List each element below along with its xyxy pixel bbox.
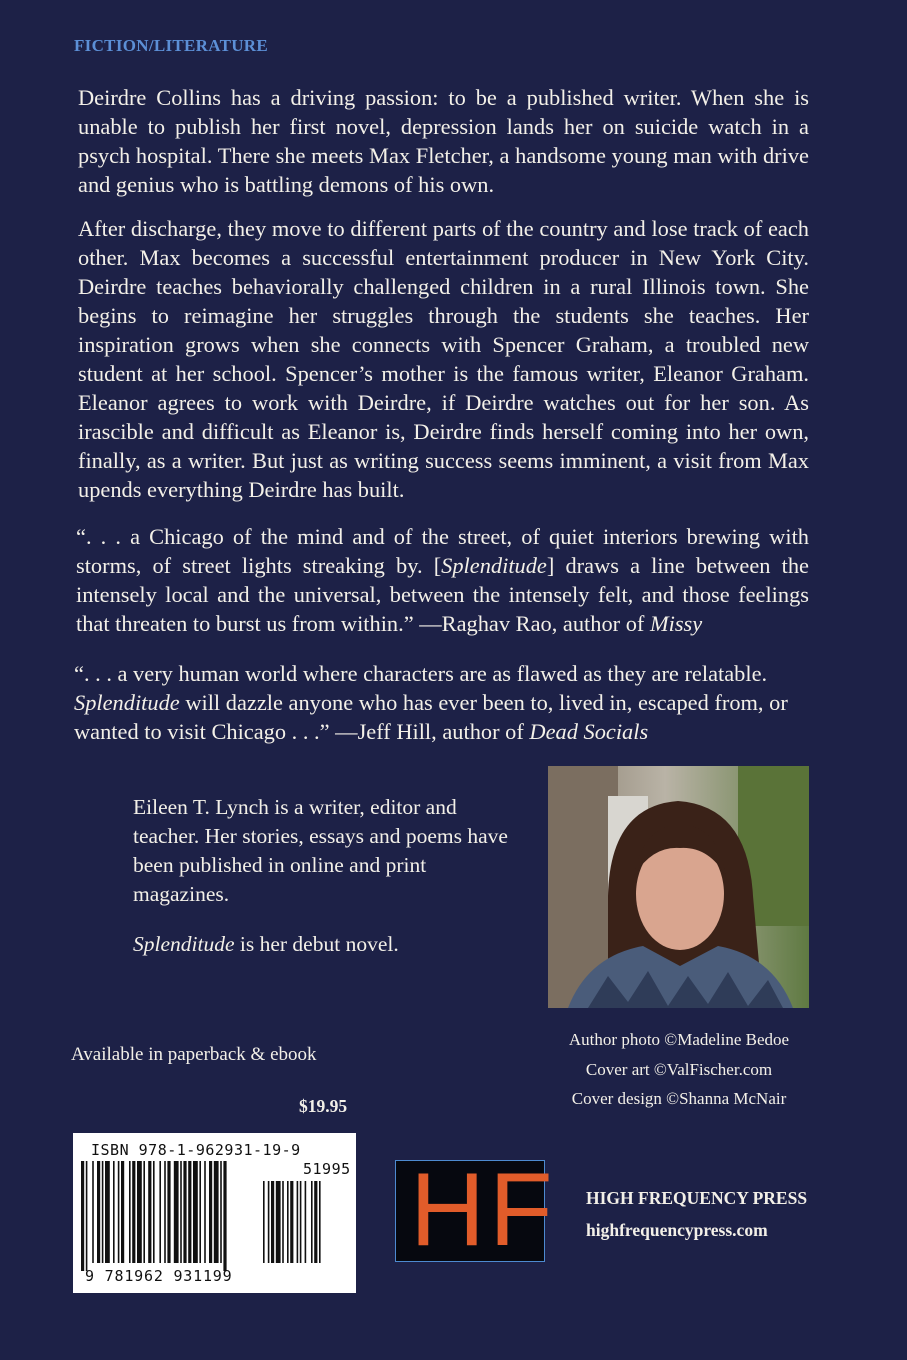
availability-note: Available in paperback & ebook (71, 1044, 317, 1065)
quote-text: “. . . a Chicago of the mind and of the street, of quiet interiors brewing with storms, of street lights streaking by. [ (76, 524, 809, 578)
quote-text: “. . . a very human world where characters are as flawed as they are relatable. (74, 661, 768, 686)
publisher-url: highfrequencypress.com (586, 1220, 768, 1240)
price-code: 51995 (303, 1160, 351, 1178)
debut-note (133, 930, 513, 959)
genre-label: FICTION/LITERATURE (74, 36, 269, 55)
quote-text: will dazzle anyone who has ever been to, lived in, escaped from, or wanted to visit Chicago . . .” —Jeff Hill, author of (74, 690, 788, 744)
book-title: Splenditude (133, 932, 235, 956)
art-credit: Cover art ©ValFischer.com (585, 1059, 773, 1079)
reviewer-book-title: Dead Socials (529, 719, 649, 744)
debut-text: is her debut novel. (234, 932, 399, 956)
photo-credit: Author photo ©Madeline Bedoe (568, 1030, 790, 1049)
author-bio: Eileen T. Lynch is a writer, editor and teacher. Her stories, essays and poems have been published in online and print magazines. (133, 795, 508, 906)
publisher-info (586, 1182, 826, 1246)
isbn-barcode (73, 1133, 356, 1293)
blurb-paragraph-1: Deirdre Collins has a driving passion: to be a published writer. When she is unable to publish her first novel, depression lands her on suicide watch in a psych hospital. There she meets Max Fletcher, a handsome young man with drive and genius who is battling demons of his own. (78, 85, 809, 197)
price: $19.95 (299, 1096, 348, 1116)
isbn-label: ISBN 978-1-962931-19-9 (91, 1141, 301, 1159)
quote-text: ] draws a line between the intensely local and the universal, between the intensely felt, and those feelings that threaten to burst us from within.” —Raghav Rao, author of (76, 553, 809, 636)
review-quote-1 (76, 522, 809, 638)
author-photo (548, 766, 809, 1008)
reviewer-book-title: Missy (649, 611, 703, 636)
ean-number: 9 781962 931199 (85, 1267, 233, 1285)
review-quote-2 (74, 659, 809, 746)
book-title: Splenditude (74, 690, 180, 715)
logo-text: HF (410, 1152, 557, 1268)
book-title: Splenditude (441, 553, 547, 578)
design-credit: Cover design ©Shanna McNair (571, 1089, 787, 1108)
publisher-name: HIGH FREQUENCY PRESS (586, 1188, 808, 1208)
publisher-logo (395, 1152, 557, 1268)
cover-credits (545, 1025, 813, 1114)
blurb-paragraph-2: After discharge, they move to different parts of the country and lose track of each other. Max becomes a successful entertainment producer in New York City. Deirdre teaches behaviorally challenged children in a rural Illinois town. She begins to reimagine her struggles through the students she teaches. Her inspiration grows when she connects with Spencer Graham, a troubled new student at her school. Spencer’s mother is the famous writer, Eleanor Graham. Eleanor agrees to work with Deirdre, if Deirdre watches out for her son. As irascible and difficult as Eleanor is, Deirdre finds herself coming into her own, finally, as a writer. But just as writing success seems imminent, a visit from Max upends everything Deirdre has built. (78, 216, 809, 502)
